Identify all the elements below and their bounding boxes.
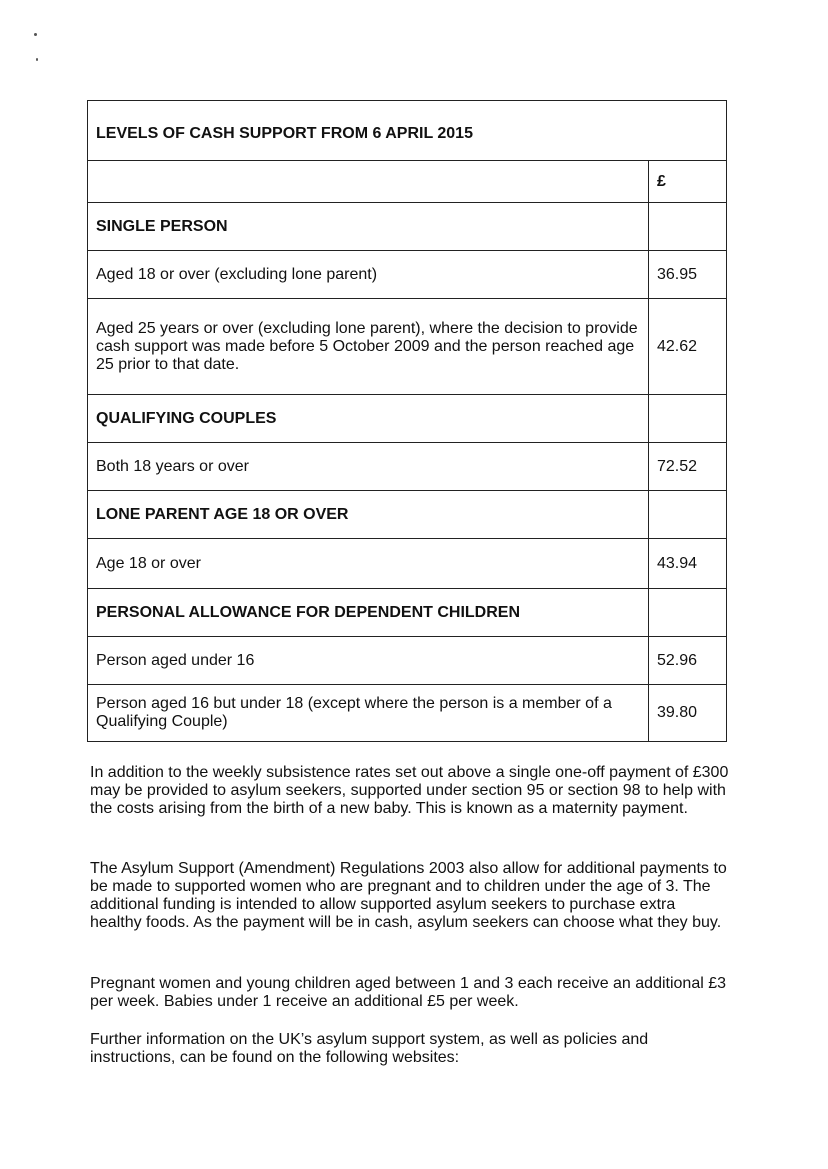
cash-support-table [87, 100, 727, 742]
table-row [87, 298, 727, 394]
table-title: LEVELS OF CASH SUPPORT FROM 6 APRIL 2015 [96, 124, 473, 142]
rate-value [648, 395, 726, 442]
table-row [87, 394, 727, 442]
rate-value: 52.96 [648, 637, 726, 684]
maternity-payment-paragraph: In addition to the weekly subsistence rates set out above a single one-off payment of £300 may be provided to asylum seekers, supported under section 95 or section 98 to help with the costs arising from the birth of a new baby. This is known as a maternity payment. [90, 764, 729, 817]
table-row [87, 538, 727, 588]
table-row [87, 636, 727, 684]
table-row [87, 684, 727, 742]
row-label: Age 18 or over [96, 554, 201, 572]
row-label: Both 18 years or over [96, 457, 249, 475]
rate-value [648, 203, 726, 250]
row-label: Person aged under 16 [96, 651, 255, 669]
currency-header: £ [648, 161, 726, 202]
rate-value: 43.94 [648, 539, 726, 588]
further-information-paragraph: Further information on the UK’s asylum support system, as well as policies and instructions, can be found on the following websites: [90, 1031, 649, 1066]
rate-value: 42.62 [648, 299, 726, 394]
table-row [87, 442, 727, 490]
scan-speck [34, 33, 37, 36]
table-row [87, 588, 727, 636]
table-header-blank [88, 161, 648, 202]
section-heading: PERSONAL ALLOWANCE FOR DEPENDENT CHILDREN [96, 603, 521, 621]
scan-speck [36, 58, 38, 61]
rate-value: 36.95 [648, 251, 726, 298]
section-heading: QUALIFYING COUPLES [96, 409, 277, 427]
table-row [87, 202, 727, 250]
additional-payments-paragraph: The Asylum Support (Amendment) Regulations 2003 also allow for additional payments to be made to supported women who are pregnant and to children under the age of 3. The additional funding is intended to allow supported asylum seekers to purchase extra healthy foods. As the payment will be in cash, asylum seekers can choose what they buy. [90, 860, 727, 931]
rate-value: 39.80 [648, 685, 726, 741]
section-heading: SINGLE PERSON [96, 217, 228, 235]
row-label: Aged 18 or over (excluding lone parent) [96, 265, 378, 283]
table-row [87, 490, 727, 538]
rate-value [648, 589, 726, 636]
table-title-row [87, 100, 727, 160]
rate-value [648, 491, 726, 538]
row-label: Person aged 16 but under 18 (except where the person is a member of a Qualifying Couple) [96, 695, 612, 730]
rate-value: 72.52 [648, 443, 726, 490]
pregnant-women-paragraph: Pregnant women and young children aged between 1 and 3 each receive an additional £3 per week. Babies under 1 receive an additional £5 per week. [90, 975, 727, 1010]
section-heading: LONE PARENT AGE 18 OR OVER [96, 505, 349, 523]
table-row [87, 250, 727, 298]
table-header-row [87, 160, 727, 202]
row-label: Aged 25 years or over (excluding lone parent), where the decision to provide cash support was made before 5 October 2009 and the person reached age 25 prior to that date. [96, 319, 638, 373]
